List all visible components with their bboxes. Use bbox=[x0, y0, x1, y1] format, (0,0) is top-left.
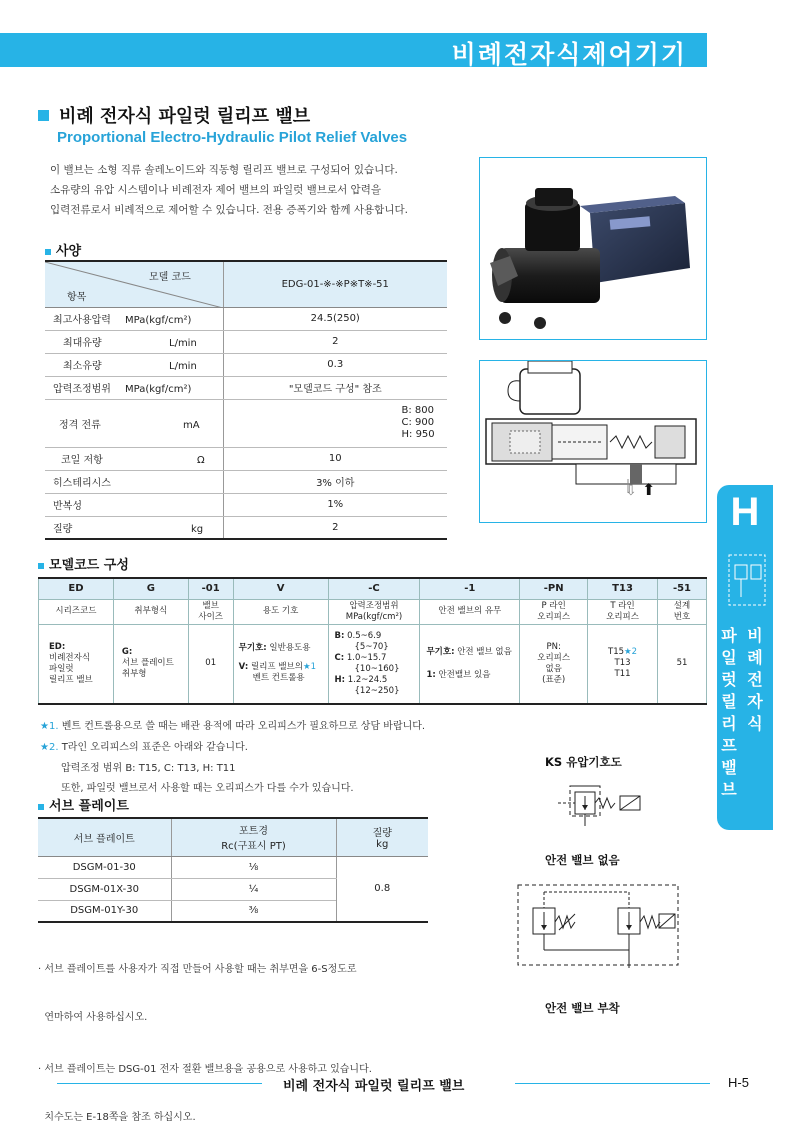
model-code-title-text: 모델코드 구성 bbox=[49, 558, 129, 573]
symbol-label-without-safety: 안전 밸브 없음 bbox=[545, 853, 620, 867]
spec-row bbox=[45, 493, 447, 516]
spec-row-value: 3% 이하 bbox=[223, 470, 447, 493]
p-orifice-options: PN: 오리피스 없음 (표준) bbox=[520, 624, 588, 704]
safety-key-none: 무기호: bbox=[426, 646, 455, 657]
subplate-header-name: 서브 플레이트 bbox=[38, 818, 171, 856]
usage-key-none: 무기호: bbox=[238, 643, 267, 654]
subplate-note-line: · 서브 플레이트를 사용자가 직접 만들어 사용할 때는 취부면을 6-S정도로 bbox=[38, 964, 357, 975]
subplate-title-text: 서브 플레이트 bbox=[49, 799, 129, 814]
star-note-icon: ★1. bbox=[40, 721, 59, 732]
spec-row-value bbox=[223, 399, 447, 447]
spec-row-value: 2 bbox=[223, 516, 447, 539]
mount-code: G: bbox=[121, 647, 133, 658]
model-label-cell: 용도 기호 bbox=[233, 599, 328, 624]
side-label-vertical-2 bbox=[745, 625, 765, 735]
spec-row bbox=[45, 330, 447, 353]
pressure-range-kgf: {10~160} bbox=[354, 663, 400, 674]
spec-row bbox=[45, 376, 447, 399]
safety-options bbox=[420, 624, 520, 704]
mount-text: 서브 플레이트 취부형 bbox=[121, 658, 174, 680]
spec-row-name: 질량 bbox=[53, 523, 73, 535]
spec-row-value: "모델코드 구성" 참조 bbox=[223, 376, 447, 399]
model-label-cell: T 라인 오리피스 bbox=[588, 599, 658, 624]
section-title bbox=[38, 102, 310, 128]
side-label-text: 비례전자식 bbox=[747, 626, 763, 733]
safety-text-none: 안전 밸브 없음 bbox=[457, 646, 512, 657]
product-photo bbox=[479, 157, 707, 340]
series-text: 비례전자식 파일럿 릴리프 밸브 bbox=[49, 652, 93, 685]
spec-header-row bbox=[45, 261, 447, 307]
cross-section-diagram bbox=[479, 360, 707, 523]
mass-header-line: kg bbox=[376, 839, 389, 851]
spec-row-value: 2 bbox=[223, 330, 447, 353]
description-line: 입력전류로서 비례적으로 제어할 수 있습니다. 전용 증폭기와 함께 사용합니다. bbox=[50, 204, 408, 216]
spec-row-unit: MPa(kgf/cm²) bbox=[125, 315, 192, 326]
note-4: 또한, 파일럿 밸브로서 사용할 때는 오리피스가 다를 수가 있습니다. bbox=[61, 783, 354, 794]
spec-row-value: 10 bbox=[223, 447, 447, 470]
model-code-cell: -1 bbox=[420, 578, 520, 599]
subplate-port: ⅛ bbox=[171, 856, 336, 878]
spec-row-value: 24.5(250) bbox=[223, 307, 447, 330]
spec-row-name: 최대유량 bbox=[63, 338, 102, 349]
subplate-port: ⅜ bbox=[171, 900, 336, 922]
usage-text-vent-control: 벤트 컨트롤용 bbox=[252, 673, 305, 684]
banner-title: 비례전자식제어기기 bbox=[451, 40, 687, 69]
rated-current-b: B: 800 bbox=[401, 405, 434, 416]
port-header-line: 포트경 bbox=[239, 826, 268, 838]
subplate-name: DSGM-01Y-30 bbox=[38, 900, 171, 922]
pressure-options bbox=[328, 624, 420, 704]
description-line: 소유량의 유압 시스템이나 비례전자 제어 밸브의 파일럿 밸브로서 압력을 bbox=[50, 184, 381, 196]
model-label-cell: 밸브 사이즈 bbox=[188, 599, 233, 624]
model-code-cell: ED bbox=[39, 578, 114, 599]
subplate-note-line: 연마하여 사용하십시오. bbox=[38, 1012, 148, 1023]
side-label-vertical-1 bbox=[719, 625, 739, 801]
square-bullet-icon bbox=[38, 804, 44, 810]
top-banner bbox=[0, 33, 707, 67]
spec-row-name: 히스테리시스 bbox=[53, 478, 111, 489]
spec-row-unit: L/min bbox=[169, 361, 197, 372]
model-code-cell: -01 bbox=[188, 578, 233, 599]
spec-row-name: 압력조정범위 bbox=[53, 384, 111, 395]
spec-row-name: 최고사용압력 bbox=[53, 315, 111, 326]
symbol-label-with-safety: 안전 밸브 부착 bbox=[545, 1001, 620, 1015]
size-option: 01 bbox=[188, 624, 233, 704]
star-note-icon: ★2 bbox=[624, 647, 638, 658]
note-1 bbox=[40, 717, 425, 732]
spec-table bbox=[45, 260, 447, 540]
side-label-text: 파일럿릴리프밸브 bbox=[721, 626, 737, 799]
model-code-cell: -C bbox=[328, 578, 420, 599]
pressure-key: B: bbox=[334, 630, 345, 641]
usage-options bbox=[233, 624, 328, 704]
note-3: 압력조정 범위 B: T15, C: T13, H: T11 bbox=[61, 763, 236, 774]
valve-symbol-icon bbox=[725, 545, 769, 615]
t-orifice-value: T11 bbox=[614, 669, 631, 680]
spec-row bbox=[45, 516, 447, 539]
model-label-cell: P 라인 오리피스 bbox=[520, 599, 588, 624]
pressure-range: 1.2~24.5 bbox=[347, 674, 388, 685]
subplate-title bbox=[38, 795, 129, 814]
port-header-line: Rc(구표시 PT) bbox=[221, 841, 286, 853]
svg-text:⬆: ⬆ bbox=[642, 480, 656, 499]
spec-header-item-label: 항목 bbox=[67, 292, 87, 303]
subplate-mass: 0.8 bbox=[336, 856, 428, 922]
spec-row-name: 최소유량 bbox=[63, 361, 102, 372]
pressure-key: C: bbox=[334, 652, 345, 663]
rated-current-h: H: 950 bbox=[401, 429, 435, 440]
square-bullet-icon bbox=[45, 249, 51, 255]
symbol-title: KS 유압기호도 bbox=[545, 755, 622, 769]
spec-row bbox=[45, 353, 447, 376]
t-orifice-value: T13 bbox=[614, 658, 631, 669]
subplate-name: DSGM-01-30 bbox=[38, 856, 171, 878]
page-number: H-5 bbox=[728, 1075, 749, 1090]
spec-row-name: 정격 전류 bbox=[59, 419, 101, 431]
footer-line-right bbox=[515, 1083, 710, 1084]
spec-row-value: 1% bbox=[223, 493, 447, 516]
star-note-icon: ★1 bbox=[302, 662, 316, 673]
series-code: ED: bbox=[49, 641, 66, 652]
spec-row-name: 코일 저항 bbox=[61, 455, 103, 466]
safety-key-one: 1: bbox=[426, 669, 436, 680]
subplate-header-port bbox=[171, 818, 336, 856]
description-line: 이 밸브는 소형 직류 솔레노이드와 직동형 릴리프 밸브로 구성되어 있습니다. bbox=[50, 164, 398, 176]
subplate-row bbox=[38, 856, 428, 878]
safety-text-with: 안전밸브 있음 bbox=[438, 669, 491, 680]
spec-row-value: 0.3 bbox=[223, 353, 447, 376]
model-code-row bbox=[39, 578, 707, 599]
model-label-cell: 시리즈코드 bbox=[39, 599, 114, 624]
section-title-english: Proportional Electro-Hydraulic Pilot Relief Valves bbox=[57, 129, 408, 146]
spec-header-diagonal-cell bbox=[45, 261, 223, 307]
series-options bbox=[39, 624, 114, 704]
rated-current-c: C: 900 bbox=[401, 417, 435, 428]
subplate-table bbox=[38, 817, 428, 923]
symbol-with-safety-valve bbox=[513, 880, 683, 970]
model-option-row bbox=[39, 624, 707, 704]
spec-header-code: EDG-01-※-※P※T※-51 bbox=[223, 261, 447, 307]
spec-header-model-label: 모델 코드 bbox=[149, 272, 191, 283]
model-label-row bbox=[39, 599, 707, 624]
spec-row-name: 반복성 bbox=[53, 501, 82, 512]
footer-title: 비례 전자식 파일럿 릴리프 밸브 bbox=[283, 1079, 465, 1094]
usage-key-v: V: bbox=[238, 662, 249, 673]
model-label-cell: 설계 번호 bbox=[658, 599, 707, 624]
star-note-icon: ★2. bbox=[40, 742, 59, 753]
spec-row bbox=[45, 447, 447, 470]
model-code-cell: G bbox=[113, 578, 188, 599]
note-1-text: 벤트 컨트롤용으로 쓸 때는 배관 용적에 따라 오리피스가 필요하므로 상담 바랍니다. bbox=[61, 721, 426, 732]
t-orifice-options bbox=[588, 624, 658, 704]
pressure-range-kgf: {12~250} bbox=[354, 685, 400, 696]
spec-row-unit: kg bbox=[191, 523, 204, 535]
model-code-cell: V bbox=[233, 578, 328, 599]
square-bullet-icon bbox=[38, 110, 49, 121]
pressure-range: 1.0~15.7 bbox=[346, 652, 387, 663]
spec-row bbox=[45, 399, 447, 447]
usage-text-vent: 릴리프 밸브의 bbox=[250, 662, 303, 673]
spec-row-unit: L/min bbox=[169, 338, 197, 349]
spec-title bbox=[45, 240, 81, 259]
footer-line-left bbox=[57, 1083, 262, 1084]
pressure-range: 0.5~6.9 bbox=[347, 630, 382, 641]
model-label-cell: 취부형식 bbox=[113, 599, 188, 624]
model-code-cell: -PN bbox=[520, 578, 588, 599]
subplate-note-line: 치수도는 E-18쪽을 참조 하십시오. bbox=[38, 1112, 196, 1121]
t-orifice-value: T15 bbox=[608, 647, 625, 658]
mass-header-line: 질량 bbox=[372, 828, 392, 840]
spec-row-unit: MPa(kgf/cm²) bbox=[125, 384, 192, 395]
section-title-korean: 비례 전자식 파일럿 릴리프 밸브 bbox=[59, 106, 311, 127]
spec-row bbox=[45, 307, 447, 330]
chapter-letter: H bbox=[730, 490, 760, 534]
subplate-name: DSGM-01X-30 bbox=[38, 878, 171, 900]
subplate-port: ¼ bbox=[171, 878, 336, 900]
model-code-title bbox=[38, 554, 129, 573]
model-code-cell: -51 bbox=[658, 578, 707, 599]
model-label-cell: 안전 밸브의 유무 bbox=[420, 599, 520, 624]
subplate-note-line: · 서브 플레이트는 DSG-01 전자 절환 밸브용을 공용으로 사용하고 있습니다. bbox=[38, 1064, 372, 1075]
svg-text:⇩: ⇩ bbox=[625, 483, 637, 499]
spec-row-unit: Ω bbox=[197, 455, 205, 466]
square-bullet-icon bbox=[38, 563, 44, 569]
pressure-range-kgf: {5~70} bbox=[354, 641, 389, 652]
usage-text-general: 일반용도용 bbox=[269, 643, 311, 654]
design-number: 51 bbox=[658, 624, 707, 704]
spec-row bbox=[45, 470, 447, 493]
model-code-table bbox=[38, 577, 707, 705]
description bbox=[50, 160, 470, 220]
spec-row-unit: mA bbox=[183, 419, 200, 431]
note-2 bbox=[40, 738, 248, 753]
chapter-side-tab bbox=[717, 485, 773, 830]
subplate-header-row bbox=[38, 818, 428, 856]
model-label-cell: 압력조정범위 MPa(kgf/cm²) bbox=[328, 599, 420, 624]
spec-title-text: 사양 bbox=[56, 244, 82, 259]
mount-options bbox=[113, 624, 188, 704]
subplate-header-mass bbox=[336, 818, 428, 856]
symbol-without-safety-valve bbox=[550, 778, 650, 828]
note-2-text: T라인 오리피스의 표준은 아래와 같습니다. bbox=[61, 742, 248, 753]
model-code-cell: T13 bbox=[588, 578, 658, 599]
pressure-key: H: bbox=[334, 674, 346, 685]
